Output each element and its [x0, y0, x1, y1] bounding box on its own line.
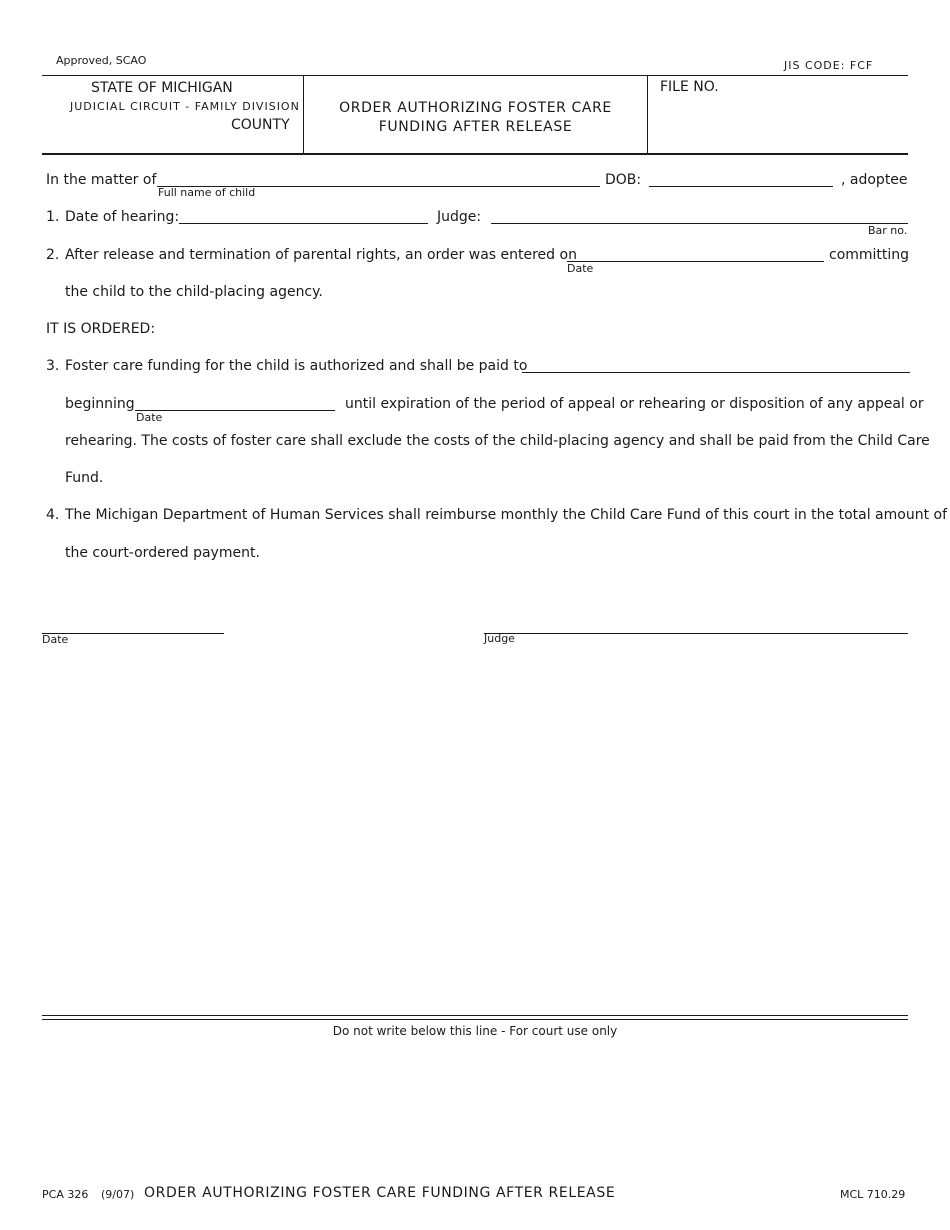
item3-text-b: until expiration of the period of appeal or rehearing or disposition of any appeal or: [345, 396, 924, 412]
dob-field[interactable]: [649, 186, 833, 187]
judge-label: Judge:: [437, 209, 482, 225]
child-name-caption: Full name of child: [158, 186, 256, 199]
footer-title: ORDER AUTHORIZING FOSTER CARE FUNDING AFTER RELEASE: [144, 1185, 616, 1201]
item4-text-a: The Michigan Department of Human Services shall reimburse monthly the Child Care Fund of this court in the total amount of: [65, 507, 948, 523]
court-use-notice: Do not write below this line - For court use only: [332, 1024, 618, 1038]
matter-label: In the matter of: [46, 172, 157, 188]
form-title-line2: FUNDING AFTER RELEASE: [378, 119, 573, 135]
county-label: COUNTY: [231, 117, 290, 133]
item2-text-a: After release and termination of parental rights, an order was entered on: [65, 247, 577, 263]
hearing-date-label: Date of hearing:: [65, 209, 180, 225]
beginning-label: beginning: [65, 396, 135, 412]
order-date-caption: Date: [567, 262, 594, 275]
file-no-label: FILE NO.: [660, 79, 719, 95]
bar-no-caption: Bar no.: [868, 224, 908, 237]
beginning-date-caption: Date: [136, 411, 163, 424]
form-title-line1: ORDER AUTHORIZING FOSTER CARE: [339, 100, 612, 116]
header-divider-right: [647, 75, 648, 153]
signature-date-caption: Date: [42, 633, 69, 646]
item2-number: 2.: [46, 247, 60, 263]
form-revision: (9/07): [101, 1188, 135, 1201]
form-code: PCA 326: [42, 1188, 89, 1201]
adoptee-label: , adoptee: [841, 172, 908, 188]
state-label: STATE OF MICHIGAN: [91, 80, 233, 96]
judge-signature-caption: Judge: [484, 632, 515, 645]
item1-number: 1.: [46, 209, 60, 225]
payee-field[interactable]: [522, 372, 910, 373]
signature-date-field[interactable]: [42, 633, 224, 634]
item3-text-c: rehearing. The costs of foster care shall exclude the costs of the child-placing agency and shall be paid from the Child Care: [65, 433, 930, 449]
court-use-rule-top: [42, 1015, 908, 1016]
file-no-field[interactable]: [660, 98, 900, 148]
item3-number: 3.: [46, 358, 60, 374]
beginning-date-field[interactable]: [135, 410, 335, 411]
item4-text-b: the court-ordered payment.: [65, 545, 260, 561]
approved-text: Approved, SCAO: [56, 54, 147, 67]
mcl-citation: MCL 710.29: [840, 1188, 906, 1201]
header-bottom-rule: [42, 153, 908, 155]
item2-text-b: committing: [829, 247, 910, 263]
item3-text-d: Fund.: [65, 470, 104, 486]
header-top-rule: [42, 75, 908, 76]
jis-code: JIS CODE: FCF: [784, 59, 874, 72]
it-is-ordered: IT IS ORDERED:: [46, 321, 156, 337]
dob-label: DOB:: [605, 172, 642, 188]
item3-text-a: Foster care funding for the child is authorized and shall be paid to: [65, 358, 528, 374]
order-date-field[interactable]: [567, 261, 824, 262]
item2-text-c: the child to the child-placing agency.: [65, 284, 323, 300]
judge-signature-field[interactable]: [484, 633, 908, 634]
item4-number: 4.: [46, 507, 60, 523]
hearing-date-field[interactable]: [179, 223, 428, 224]
circuit-label: JUDICIAL CIRCUIT - FAMILY DIVISION: [70, 100, 300, 113]
judge-field[interactable]: [491, 223, 908, 224]
court-use-rule-bottom: [42, 1019, 908, 1020]
